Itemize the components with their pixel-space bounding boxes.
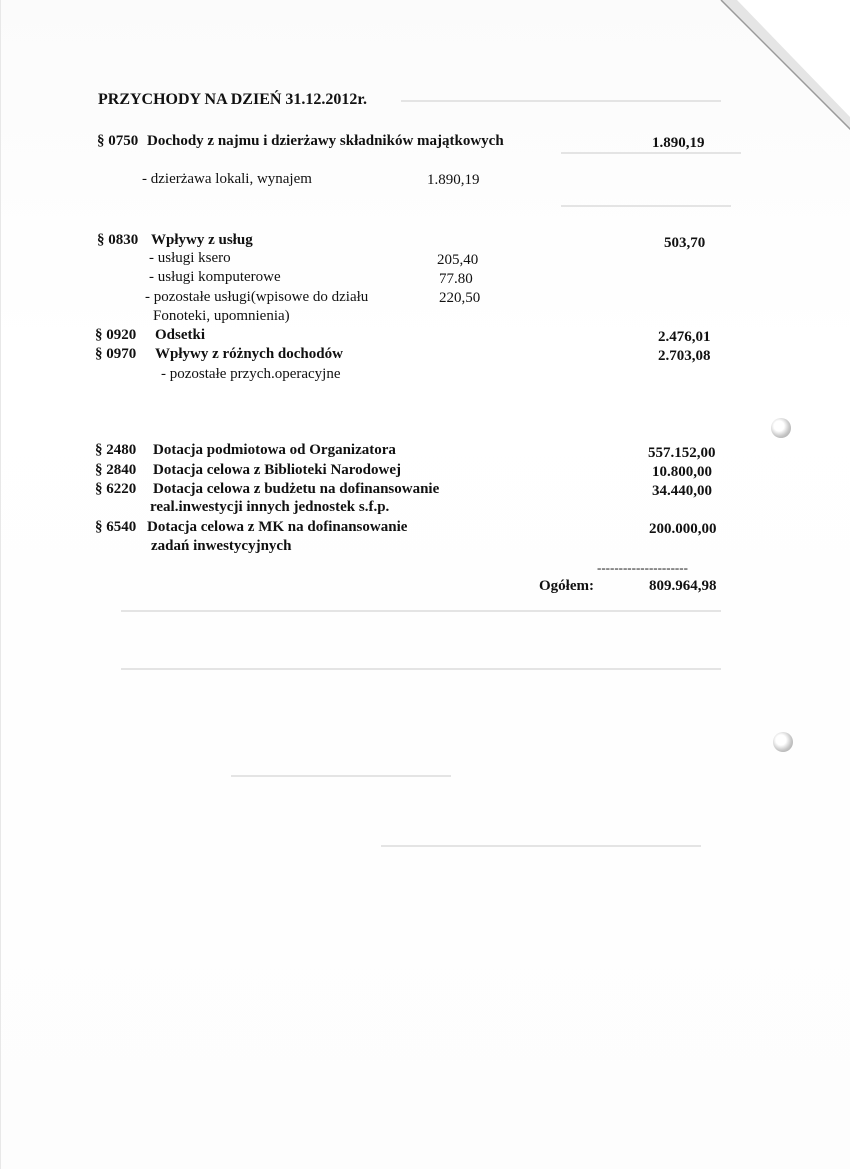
item-label: - usługi ksero (149, 250, 231, 266)
item-value: 205,40 (437, 252, 479, 268)
summary-label: Ogółem: (539, 578, 594, 594)
section-code: § 0920 (95, 327, 137, 343)
item-label: - pozostałe usługi(wpisowe do działu (145, 289, 369, 305)
section-total: 200.000,00 (649, 521, 717, 537)
section-total: 34.440,00 (652, 483, 712, 499)
item-label: - dzierżawa lokali, wynajem (142, 171, 312, 187)
punch-hole-bottom (773, 732, 793, 752)
section-label-continued: real.inwestycji innych jednostek s.f.p. (150, 499, 390, 515)
item-label: - pozostałe przych.operacyjne (161, 366, 341, 382)
section-code: § 6540 (95, 519, 137, 535)
show-through-mark (121, 610, 721, 612)
section-label: Wpływy z usług (151, 232, 253, 248)
item-value: 1.890,19 (427, 172, 480, 188)
section-label: Odsetki (155, 327, 206, 343)
section-label-continued: zadań inwestycyjnych (151, 538, 292, 554)
item-label-continued: Fonoteki, upomnienia) (153, 308, 290, 324)
show-through-mark (121, 668, 721, 670)
section-label: Dochody z najmu i dzierżawy składników majątkowych (147, 133, 504, 149)
section-code: § 0830 (97, 232, 139, 248)
show-through-mark (401, 100, 721, 102)
show-through-mark (231, 775, 451, 777)
folded-corner (701, 0, 850, 130)
section-code: § 0750 (97, 133, 139, 149)
section-total: 1.890,19 (652, 135, 705, 151)
section-total: 557.152,00 (648, 445, 716, 461)
item-value: 77.80 (439, 271, 473, 287)
summary-total: 809.964,98 (649, 578, 717, 594)
section-code: § 2840 (95, 462, 137, 478)
section-label: Dotacja podmiotowa od Organizatora (153, 442, 396, 458)
page-title: PRZYCHODY NA DZIEŃ 31.12.2012r. (98, 91, 368, 108)
show-through-mark (561, 152, 741, 154)
section-code: § 0970 (95, 346, 137, 362)
show-through-mark (381, 845, 701, 847)
item-value: 220,50 (439, 290, 481, 306)
punch-hole-top (771, 418, 791, 438)
section-label: Dotacja celowa z budżetu na dofinansowanie (153, 481, 440, 497)
section-code: § 6220 (95, 481, 137, 497)
section-total: 2.476,01 (658, 329, 711, 345)
summary-separator: --------------------- (597, 560, 688, 575)
section-label: Dotacja celowa z MK na dofinansowanie (147, 519, 408, 535)
section-label: Wpływy z różnych dochodów (155, 346, 343, 362)
section-label: Dotacja celowa z Biblioteki Narodowej (153, 462, 402, 478)
section-total: 2.703,08 (658, 348, 711, 364)
section-total: 10.800,00 (652, 464, 712, 480)
item-label: - usługi komputerowe (149, 269, 281, 285)
section-total: 503,70 (664, 235, 706, 251)
show-through-mark (561, 205, 731, 207)
section-code: § 2480 (95, 442, 137, 458)
